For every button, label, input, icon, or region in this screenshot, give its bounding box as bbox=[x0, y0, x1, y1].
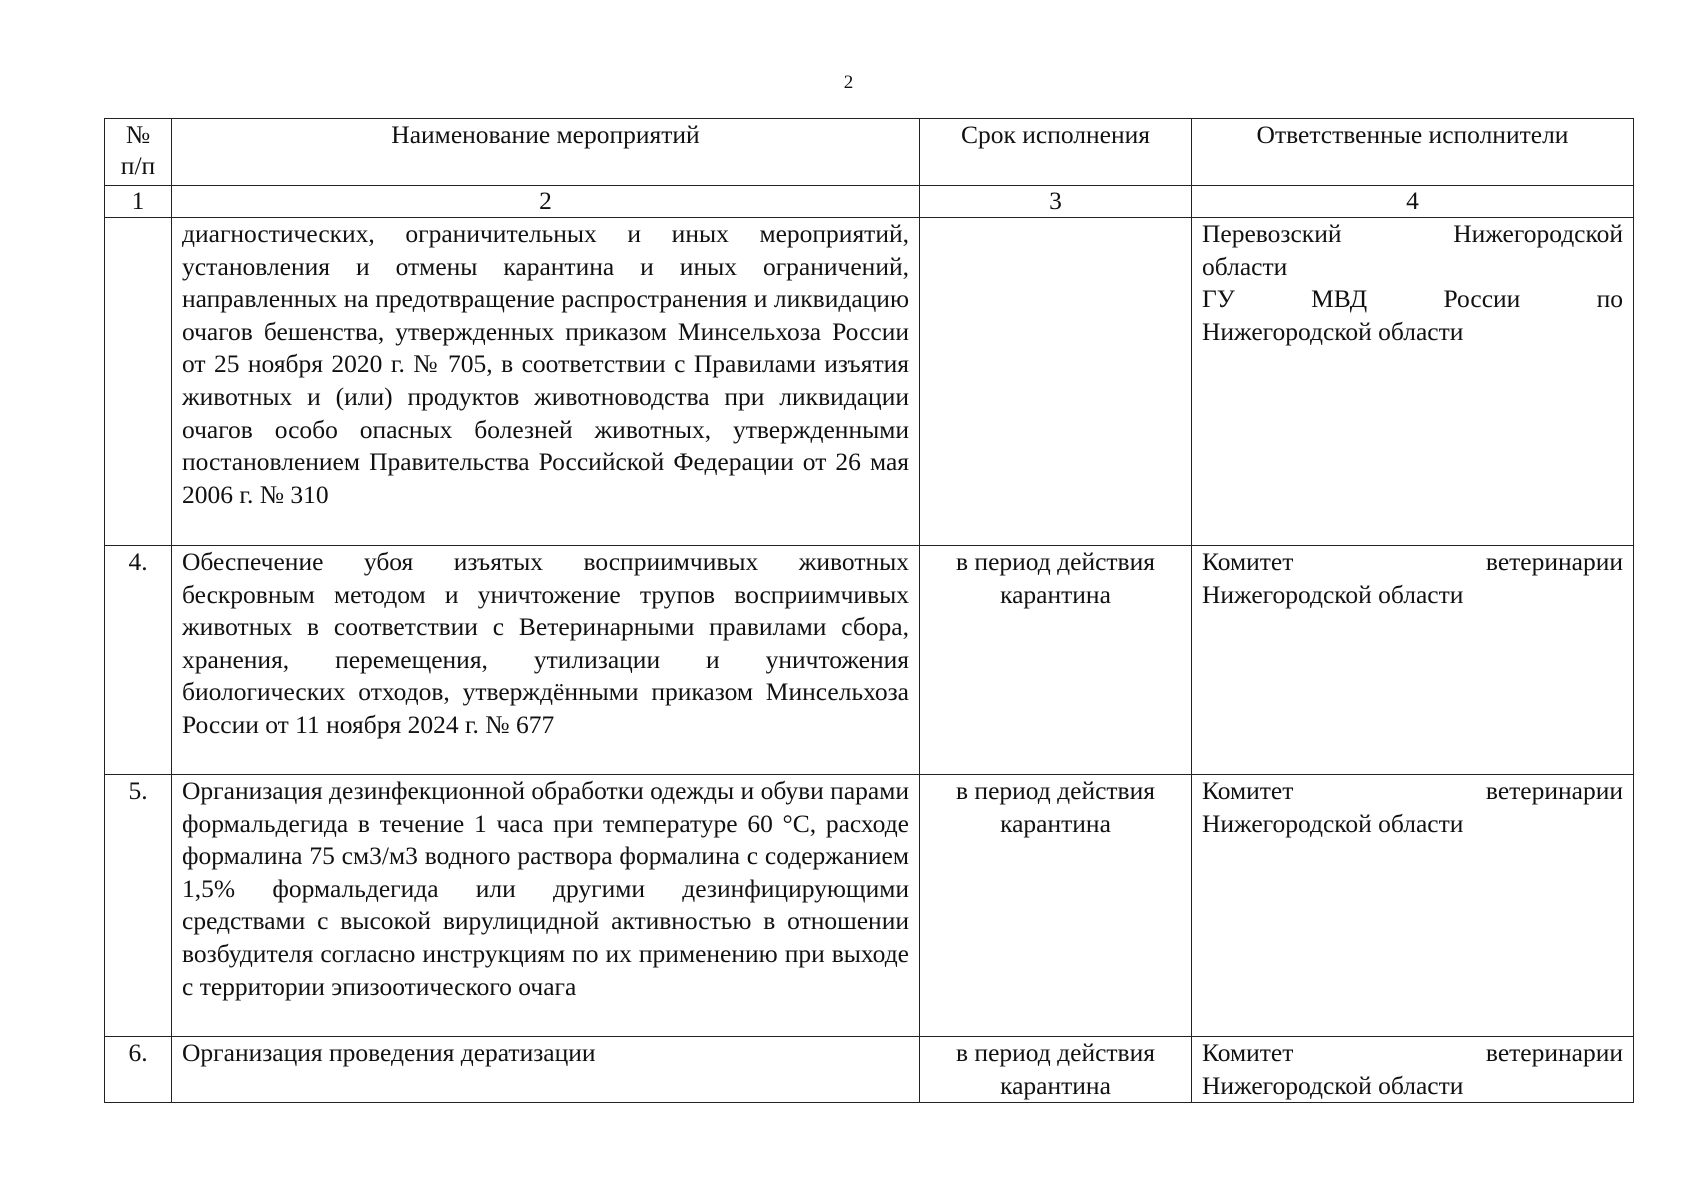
responsible-line: ГУ МВД России по bbox=[1202, 284, 1623, 314]
table-row bbox=[105, 546, 1634, 775]
responsible-line: Нижегородской области bbox=[1202, 808, 1464, 838]
table-row bbox=[105, 1037, 1634, 1103]
header-measure-name: Наименование мероприятий bbox=[172, 119, 920, 186]
responsible-line: Перевозский Нижегородской bbox=[1202, 219, 1623, 248]
responsible-line: Нижегородской области bbox=[1202, 579, 1464, 609]
responsible-line: области bbox=[1202, 251, 1288, 281]
responsible-line: Комитет ветеринарии bbox=[1202, 1038, 1623, 1067]
responsible-line: Нижегородской области bbox=[1202, 316, 1464, 346]
row-number: 6. bbox=[105, 1037, 172, 1103]
measures-table bbox=[104, 118, 1634, 1103]
measure-description: Обеспечение убоя изъятых восприимчивых животных бескровным методом и уничтожение трупов восприимчивых животных в соответствии с Ветеринарными правилами сбора, хранения, перемещения, утилизации и уничтожения биологических отходов, утверждёнными приказом Минсельхоза России от 11 ноября 2024 г. № 677 bbox=[172, 546, 920, 775]
header-number: № п/п bbox=[105, 119, 172, 186]
responsible-line: Комитет ветеринарии bbox=[1202, 547, 1623, 576]
header-deadline: Срок исполнения bbox=[920, 119, 1192, 186]
table-row bbox=[105, 218, 1634, 546]
responsible-line: Комитет ветеринарии bbox=[1202, 776, 1623, 805]
responsible-line: Нижегородской области bbox=[1202, 1070, 1464, 1100]
row-number bbox=[105, 218, 172, 546]
deadline: в период действия карантина bbox=[920, 775, 1192, 1037]
header-responsible: Ответственные исполнители bbox=[1192, 119, 1634, 186]
column-number: 2 bbox=[172, 186, 920, 218]
responsible-executors bbox=[1192, 775, 1634, 1037]
measure-description: Организация дезинфекционной обработки одежды и обуви парами формальдегида в течение 1 часа при температуре 60 °С, расходе формалина 75 см3/м3 водного раствора формалина с содержанием 1,5% формальдегида или другими дезинфицирующими средствами с высокой вирулицидной активностью в отношении возбудителя согласно инструкциям по их применению при выходе с территории эпизоотического очага bbox=[172, 775, 920, 1037]
table-header-row bbox=[105, 119, 1634, 186]
deadline: в период действия карантина bbox=[920, 1037, 1192, 1103]
deadline: в период действия карантина bbox=[920, 546, 1192, 775]
row-number: 4. bbox=[105, 546, 172, 775]
column-number: 4 bbox=[1192, 186, 1634, 218]
responsible-executors bbox=[1192, 546, 1634, 775]
page-number: 2 bbox=[843, 72, 854, 93]
responsible-executors bbox=[1192, 218, 1634, 546]
column-number: 1 bbox=[105, 186, 172, 218]
table-row bbox=[105, 775, 1634, 1037]
deadline bbox=[920, 218, 1192, 546]
column-number-row bbox=[105, 186, 1634, 218]
row-number: 5. bbox=[105, 775, 172, 1037]
measure-description: Организация проведения дератизации bbox=[172, 1037, 920, 1103]
column-number: 3 bbox=[920, 186, 1192, 218]
responsible-executors bbox=[1192, 1037, 1634, 1103]
measure-description: диагностических, ограничительных и иных мероприятий, установления и отмены карантина и иных ограничений, направленных на предотвращение распространения и ликвидацию очагов бешенства, утвержденных приказом Минсельхоза России от 25 ноября 2020 г. № 705, в соответствии с Правилами изъятия животных и (или) продуктов животноводства при ликвидации очагов особо опасных болезней животных, утвержденными постановлением Правительства Российской Федерации от 26 мая 2006 г. № 310 bbox=[172, 218, 920, 546]
